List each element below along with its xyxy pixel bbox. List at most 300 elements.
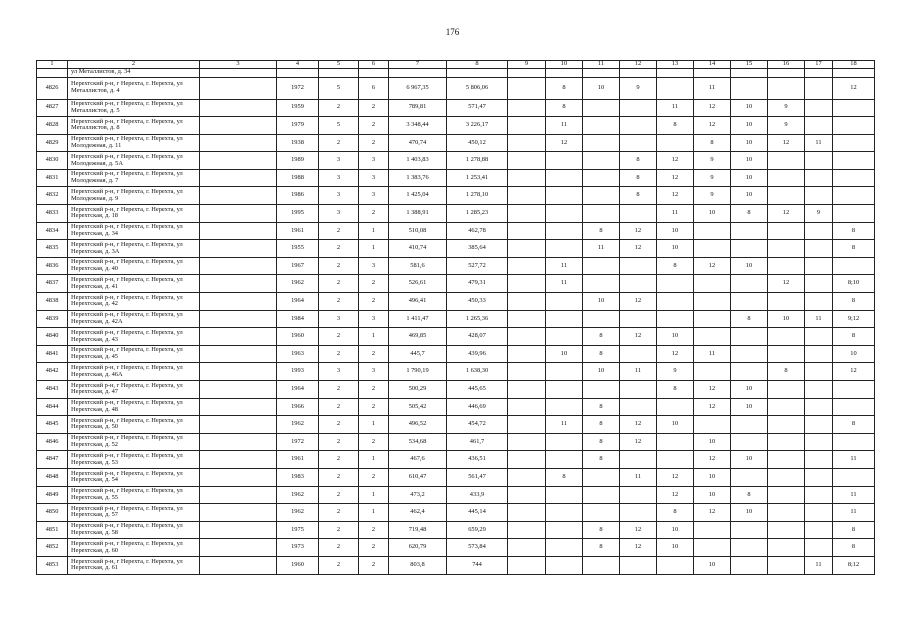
column-header: 12	[620, 61, 657, 69]
table-cell	[731, 240, 768, 258]
table-cell: 10	[731, 381, 768, 399]
table-cell	[546, 539, 583, 557]
row-number-cell: 4849	[37, 486, 68, 504]
page-number: 176	[445, 27, 460, 37]
table-row	[37, 521, 875, 539]
address-cell: Нерехтский р-н, г Нерехта, г. Нерехта, ул Нерехтская, д. 34	[68, 222, 200, 240]
table-cell: 573,84	[447, 539, 508, 557]
table-cell: 8	[833, 328, 875, 346]
continuation-row	[37, 69, 875, 78]
row-number-cell: 4829	[37, 134, 68, 152]
address-cell: Нерехтский р-н, г Нерехта, г. Нерехта, ул Нерехтская, д. 45	[68, 345, 200, 363]
table-cell: 10	[694, 486, 731, 504]
table-cell	[200, 363, 277, 381]
table-cell: 9	[768, 99, 805, 117]
row-number-cell: 4850	[37, 504, 68, 522]
table-cell: 12	[694, 398, 731, 416]
table-cell: 10	[731, 398, 768, 416]
table-cell	[200, 240, 277, 258]
table-cell	[200, 152, 277, 170]
table-cell	[200, 398, 277, 416]
table-cell	[694, 363, 731, 381]
table-cell	[805, 328, 833, 346]
column-header: 5	[319, 61, 359, 69]
row-number-cell: 4842	[37, 363, 68, 381]
table-cell: 1	[359, 328, 389, 346]
table-cell	[805, 275, 833, 293]
address-cell: Нерехтский р-н, г Нерехта, г. Нерехта, ул Молодежная, д. 11	[68, 134, 200, 152]
table-cell	[694, 240, 731, 258]
table-cell: 1	[359, 416, 389, 434]
table-cell	[508, 363, 546, 381]
table-cell: 1 285,23	[447, 205, 508, 223]
table-cell: 1	[359, 240, 389, 258]
table-cell	[508, 310, 546, 328]
address-cell: Нерехтский р-н, г Нерехта, г. Нерехта, ул Нерехтская, д. 3А	[68, 240, 200, 258]
table-cell: 1960	[277, 328, 319, 346]
table-cell	[768, 152, 805, 170]
table-cell	[805, 398, 833, 416]
table-cell: 12	[620, 521, 657, 539]
table-cell: 1 403,83	[389, 152, 447, 170]
table-cell: 445,14	[447, 504, 508, 522]
row-number-cell: 4834	[37, 222, 68, 240]
table-cell	[731, 556, 768, 574]
table-cell: 12	[694, 117, 731, 135]
table-cell: 496,52	[389, 416, 447, 434]
table-cell: 2	[319, 99, 359, 117]
table-cell	[657, 398, 694, 416]
table-cell: 12	[768, 275, 805, 293]
column-number-header-row	[37, 61, 875, 69]
table-cell	[508, 468, 546, 486]
table-cell: 385,64	[447, 240, 508, 258]
table-cell	[833, 69, 875, 78]
table-cell	[583, 310, 620, 328]
table-cell: 5 806,06	[447, 77, 508, 99]
table-cell: 12	[833, 77, 875, 99]
row-number-cell: 4838	[37, 293, 68, 311]
table-cell: 12	[620, 240, 657, 258]
table-cell	[833, 117, 875, 135]
table-cell	[620, 117, 657, 135]
table-cell	[200, 134, 277, 152]
row-number-cell: 4831	[37, 169, 68, 187]
table-cell: 479,31	[447, 275, 508, 293]
column-header: 8	[447, 61, 508, 69]
table-cell: 10	[731, 504, 768, 522]
table-cell: 3 348,44	[389, 117, 447, 135]
table-cell: 11	[620, 363, 657, 381]
table-cell	[546, 433, 583, 451]
table-cell	[200, 381, 277, 399]
table-cell	[620, 257, 657, 275]
address-cell: Нерехтский р-н, г Нерехта, г. Нерехта, ул Нерехтская, д. 50	[68, 416, 200, 434]
table-cell: 11	[805, 556, 833, 574]
address-cell: Нерехтский р-н, г Нерехта, г. Нерехта, ул Нерехтская, д. 41	[68, 275, 200, 293]
table-cell: 8	[833, 539, 875, 557]
table-row	[37, 117, 875, 135]
table-cell: 2	[319, 539, 359, 557]
table-cell	[833, 152, 875, 170]
table-cell: 10	[731, 134, 768, 152]
table-cell: 561,47	[447, 468, 508, 486]
table-cell: 1964	[277, 293, 319, 311]
table-cell: 1 638,30	[447, 363, 508, 381]
table-cell	[583, 117, 620, 135]
table-cell: 3	[359, 363, 389, 381]
table-cell: 8	[620, 187, 657, 205]
table-cell	[768, 398, 805, 416]
table-cell: 8	[768, 363, 805, 381]
table-cell: 8	[583, 345, 620, 363]
table-cell: 2	[319, 556, 359, 574]
table-cell	[805, 222, 833, 240]
table-cell	[805, 345, 833, 363]
table-cell: 2	[319, 240, 359, 258]
table-cell	[768, 416, 805, 434]
table-cell	[805, 117, 833, 135]
housing-registry-table	[36, 60, 875, 575]
table-cell: 12	[620, 293, 657, 311]
table-cell: 2	[359, 539, 389, 557]
row-number-cell: 4851	[37, 521, 68, 539]
table-cell: 10	[731, 257, 768, 275]
column-header: 15	[731, 61, 768, 69]
table-cell: 10	[546, 345, 583, 363]
address-cell: ул Металлистов, д. 34	[68, 69, 200, 78]
table-cell	[731, 468, 768, 486]
table-cell: 2	[319, 433, 359, 451]
table-cell	[546, 205, 583, 223]
table-cell: 445,7	[389, 345, 447, 363]
table-cell: 527,72	[447, 257, 508, 275]
table-cell	[546, 451, 583, 469]
table-cell	[620, 310, 657, 328]
table-cell: 3	[359, 169, 389, 187]
table-cell: 450,12	[447, 134, 508, 152]
row-number-cell: 4840	[37, 328, 68, 346]
table-cell: 1	[359, 504, 389, 522]
table-cell	[833, 99, 875, 117]
table-cell: 8	[657, 257, 694, 275]
table-cell: 12	[620, 416, 657, 434]
table-cell	[805, 169, 833, 187]
table-cell: 1962	[277, 486, 319, 504]
table-cell: 2	[359, 293, 389, 311]
table-cell	[508, 169, 546, 187]
table-cell: 1964	[277, 381, 319, 399]
table-cell: 10	[657, 240, 694, 258]
table-cell	[768, 169, 805, 187]
table-cell	[657, 293, 694, 311]
table-cell: 3	[319, 363, 359, 381]
table-row	[37, 328, 875, 346]
table-cell: 1938	[277, 134, 319, 152]
table-cell: 1959	[277, 99, 319, 117]
table-cell	[731, 416, 768, 434]
table-cell	[833, 187, 875, 205]
table-cell: 10	[833, 345, 875, 363]
table-cell: 8	[546, 77, 583, 99]
table-cell	[805, 69, 833, 78]
table-cell	[731, 521, 768, 539]
table-cell: 500,29	[389, 381, 447, 399]
table-cell: 2	[359, 117, 389, 135]
table-cell	[620, 504, 657, 522]
table-row	[37, 539, 875, 557]
table-cell: 12	[694, 99, 731, 117]
row-number-cell: 4828	[37, 117, 68, 135]
table-body	[37, 69, 875, 575]
table-row	[37, 416, 875, 434]
table-cell	[768, 521, 805, 539]
table-cell: 1955	[277, 240, 319, 258]
table-cell	[546, 222, 583, 240]
table-cell	[200, 345, 277, 363]
table-cell	[768, 504, 805, 522]
table-cell	[200, 117, 277, 135]
table-cell: 2	[319, 222, 359, 240]
table-cell	[508, 293, 546, 311]
table-cell: 2	[359, 433, 389, 451]
address-cell: Нерехтский р-н, г Нерехта, г. Нерехта, ул Нерехтская, д. 60	[68, 539, 200, 557]
table-row	[37, 152, 875, 170]
table-row	[37, 134, 875, 152]
table-cell	[731, 328, 768, 346]
table-cell: 3	[359, 187, 389, 205]
table-cell	[805, 504, 833, 522]
table-cell: 9;12	[833, 310, 875, 328]
table-cell	[508, 134, 546, 152]
table-cell	[200, 504, 277, 522]
table-cell	[805, 363, 833, 381]
column-header: 1	[37, 61, 68, 69]
table-cell	[768, 328, 805, 346]
table-cell: 12	[694, 451, 731, 469]
table-cell	[508, 205, 546, 223]
table-cell	[768, 77, 805, 99]
table-cell	[508, 117, 546, 135]
table-cell: 461,7	[447, 433, 508, 451]
table-cell: 10	[657, 539, 694, 557]
table-cell	[768, 468, 805, 486]
table-cell: 2	[319, 275, 359, 293]
table-cell	[508, 486, 546, 504]
table-cell: 1972	[277, 433, 319, 451]
table-cell: 11	[583, 240, 620, 258]
table-cell: 581,6	[389, 257, 447, 275]
table-cell: 2	[319, 345, 359, 363]
table-cell: 2	[319, 381, 359, 399]
address-cell: Нерехтский р-н, г Нерехта, г. Нерехта, ул Металлистов, д. 5	[68, 99, 200, 117]
row-number-cell: 4827	[37, 99, 68, 117]
table-cell: 1960	[277, 556, 319, 574]
table-cell: 8	[620, 152, 657, 170]
table-cell	[620, 486, 657, 504]
row-number-cell: 4843	[37, 381, 68, 399]
table-cell: 433,9	[447, 486, 508, 504]
table-cell	[319, 69, 359, 78]
table-cell: 12	[546, 134, 583, 152]
table-cell: 1963	[277, 345, 319, 363]
table-cell: 1 411,47	[389, 310, 447, 328]
table-cell	[546, 381, 583, 399]
table-cell: 1 790,19	[389, 363, 447, 381]
table-cell: 12	[620, 433, 657, 451]
table-cell	[200, 257, 277, 275]
table-cell: 1 388,91	[389, 205, 447, 223]
table-cell	[200, 468, 277, 486]
address-cell: Нерехтский р-н, г Нерехта, г. Нерехта, ул Металлистов, д. 4	[68, 77, 200, 99]
table-cell: 571,47	[447, 99, 508, 117]
table-cell	[508, 345, 546, 363]
table-cell: 12	[620, 539, 657, 557]
table-cell	[546, 169, 583, 187]
table-cell	[389, 69, 447, 78]
table-cell: 5	[319, 77, 359, 99]
table-cell: 3	[319, 169, 359, 187]
table-cell	[731, 293, 768, 311]
table-cell	[200, 486, 277, 504]
table-cell: 5	[319, 117, 359, 135]
column-header: 17	[805, 61, 833, 69]
table-cell: 10	[731, 117, 768, 135]
table-cell	[508, 69, 546, 78]
table-cell	[657, 134, 694, 152]
table-cell	[200, 539, 277, 557]
table-cell: 2	[359, 99, 389, 117]
table-cell	[805, 486, 833, 504]
table-cell	[768, 222, 805, 240]
table-cell	[694, 539, 731, 557]
table-cell	[620, 398, 657, 416]
table-cell: 410,74	[389, 240, 447, 258]
table-cell	[508, 99, 546, 117]
table-cell	[508, 275, 546, 293]
table-cell: 10	[657, 521, 694, 539]
table-cell: 9	[768, 117, 805, 135]
column-header: 6	[359, 61, 389, 69]
table-cell	[768, 240, 805, 258]
table-cell	[583, 556, 620, 574]
table-cell	[546, 556, 583, 574]
address-cell: Нерехтский р-н, г Нерехта, г. Нерехта, ул Нерехтская, д. 55	[68, 486, 200, 504]
column-header: 7	[389, 61, 447, 69]
table-cell	[768, 257, 805, 275]
table-cell: 8	[546, 468, 583, 486]
table-cell: 454,72	[447, 416, 508, 434]
table-cell	[833, 134, 875, 152]
table-cell	[620, 345, 657, 363]
table-cell: 8	[583, 451, 620, 469]
address-cell: Нерехтский р-н, г Нерехта, г. Нерехта, ул Нерехтская, д. 42А	[68, 310, 200, 328]
table-cell	[200, 521, 277, 539]
table-cell: 1984	[277, 310, 319, 328]
table-cell: 2	[359, 205, 389, 223]
table-cell: 8	[833, 416, 875, 434]
table-cell: 8	[546, 99, 583, 117]
table-cell: 11	[546, 257, 583, 275]
table-cell: 10	[583, 363, 620, 381]
address-cell: Нерехтский р-н, г Нерехта, г. Нерехта, ул Нерехтская, д. 42	[68, 293, 200, 311]
table-cell	[833, 205, 875, 223]
table-cell	[805, 539, 833, 557]
table-cell	[508, 556, 546, 574]
table-cell	[546, 293, 583, 311]
table-cell: 439,96	[447, 345, 508, 363]
table-cell	[508, 451, 546, 469]
table-row	[37, 99, 875, 117]
table-cell: 10	[694, 433, 731, 451]
table-cell: 8	[583, 222, 620, 240]
table-cell	[731, 77, 768, 99]
row-number-cell: 4837	[37, 275, 68, 293]
table-cell	[508, 328, 546, 346]
row-number-cell: 4846	[37, 433, 68, 451]
table-cell	[805, 451, 833, 469]
table-cell	[200, 205, 277, 223]
table-cell: 1 425,04	[389, 187, 447, 205]
table-cell: 11	[833, 486, 875, 504]
table-cell	[200, 433, 277, 451]
table-cell: 9	[657, 363, 694, 381]
table-cell: 1	[359, 486, 389, 504]
table-cell	[583, 381, 620, 399]
table-cell: 1962	[277, 416, 319, 434]
table-cell: 2	[359, 381, 389, 399]
table-row	[37, 169, 875, 187]
table-cell	[620, 69, 657, 78]
table-cell: 11	[833, 451, 875, 469]
table-cell: 8	[583, 433, 620, 451]
table-cell: 3	[359, 257, 389, 275]
table-cell	[508, 152, 546, 170]
table-cell: 9	[805, 205, 833, 223]
table-row	[37, 345, 875, 363]
table-cell: 1983	[277, 468, 319, 486]
table-cell: 10	[657, 328, 694, 346]
table-cell: 510,08	[389, 222, 447, 240]
row-number-cell: 4839	[37, 310, 68, 328]
table-cell	[833, 398, 875, 416]
table-row	[37, 187, 875, 205]
address-cell: Нерехтский р-н, г Нерехта, г. Нерехта, ул Нерехтская, д. 46А	[68, 363, 200, 381]
table-cell	[546, 240, 583, 258]
table-cell	[657, 310, 694, 328]
table-cell: 10	[583, 77, 620, 99]
table-cell: 1	[359, 451, 389, 469]
row-number-cell: 4847	[37, 451, 68, 469]
table-cell	[200, 275, 277, 293]
table-cell	[200, 222, 277, 240]
table-cell: 1989	[277, 152, 319, 170]
table-cell: 3	[319, 187, 359, 205]
table-cell	[200, 310, 277, 328]
column-header: 3	[200, 61, 277, 69]
table-cell	[200, 99, 277, 117]
table-cell	[620, 99, 657, 117]
table-cell: 10	[657, 416, 694, 434]
table-cell: 1972	[277, 77, 319, 99]
table-cell: 1	[359, 222, 389, 240]
table-cell	[805, 187, 833, 205]
table-cell	[546, 521, 583, 539]
table-cell: 12	[768, 134, 805, 152]
table-cell	[805, 381, 833, 399]
table-cell	[508, 381, 546, 399]
table-cell	[805, 293, 833, 311]
